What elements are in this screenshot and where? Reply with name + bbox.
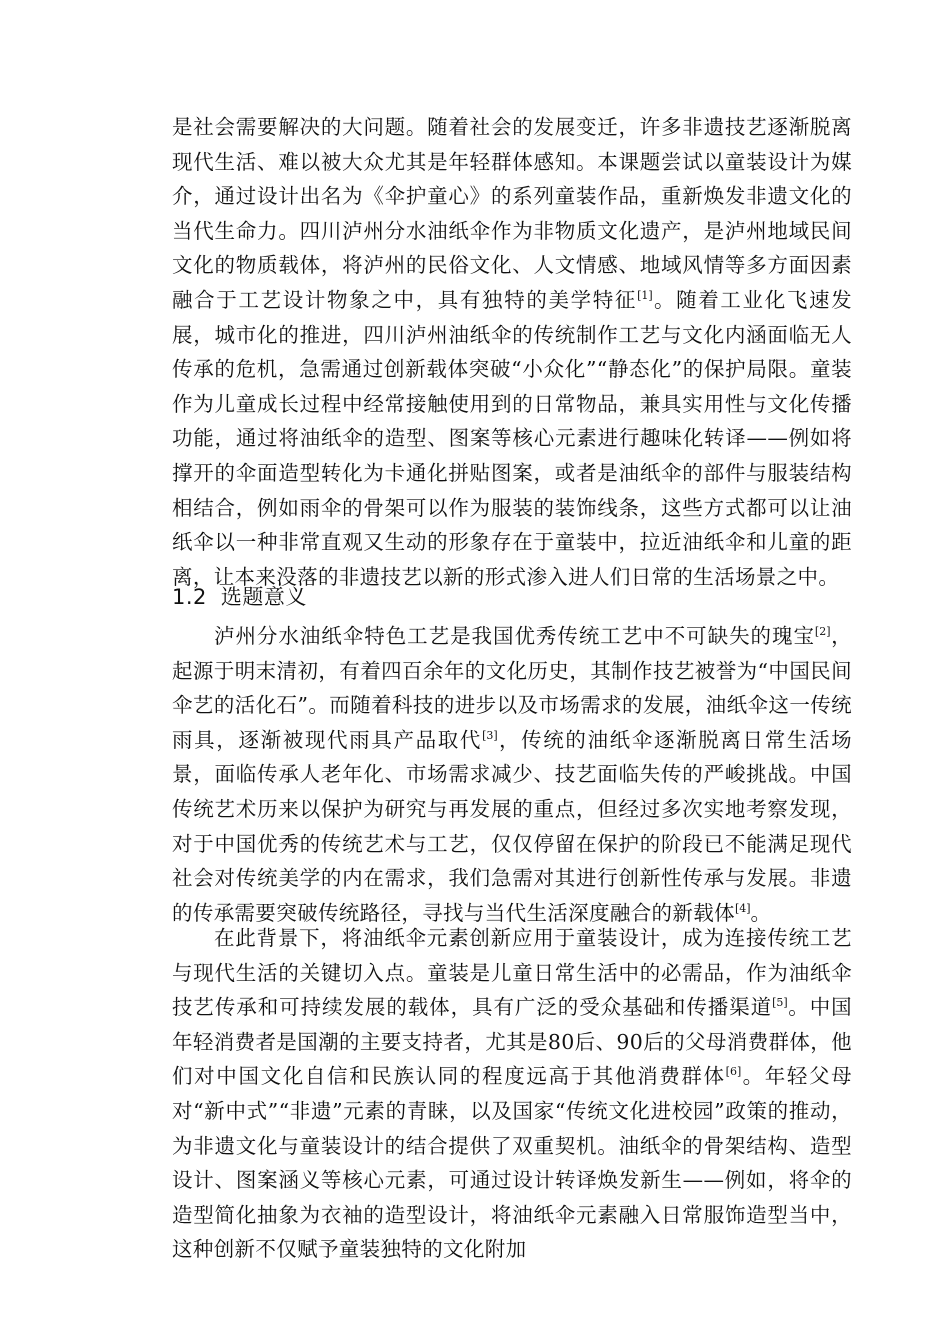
- paragraph-text: 。: [750, 900, 772, 925]
- paragraph-text: 。随着工业化飞速发展，城市化的推进，四川泸州油纸伞的传统制作工艺与文化内涵面临无人传承的危机，急需通过创新载体突破“小众化”“静态化”的保护局限。童装作为儿童成长过程中经常接触使用到的日常物品，兼具实用性与文化传播功能，通过将油纸伞的造型、图案等核心元素进行趣味化转译——例如将撑开的伞面造型转化为卡通化拼贴图案，或者是油纸伞的部件与服装结构相结合，例如雨伞的骨架可以作为服装的装饰线条，这些方式都可以让油纸伞以一种非常直观又生动的形象存在于童装中，拉近油纸伞和儿童的距离，让本来没落的非遗技艺以新的形式渗入进人们日常的生活场景之中。: [172, 287, 852, 589]
- paragraph-text: ，起源于明末清初，有着四百余年的文化历史，其制作技艺被誉为“中国民间伞艺的活化石”。而随着科技的进步以及市场需求的发展，油纸伞这一传统雨具，逐渐被现代雨具产品取代: [172, 624, 852, 752]
- section-number: 1.2: [172, 585, 207, 609]
- paragraph-text: 。中国年轻消费者是国潮的主要支持者，尤其是80后、90后的父母消费群体，他们对中国文化自信和民族认同的程度远高于其他消费群体: [172, 995, 852, 1089]
- section-heading: [172, 582, 307, 612]
- paragraph-text: 泸州分水油纸伞特色工艺是我国优秀传统工艺中不可缺失的瑰宝: [214, 624, 815, 648]
- paragraph-text: 。年轻父母对“新中式”“非遗”元素的青睐，以及国家“传统文化进校园”政策的推动，为非遗文化与童装设计的结合提供了双重契机。油纸伞的骨架结构、造型设计、图案涵义等核心元素，可通过设计转译焕发新生——例如，将伞的造型简化抽象为衣袖的造型设计，将油纸伞元素融入日常服饰造型当中，这种创新不仅赋予童装独特的文化附加: [172, 1064, 852, 1262]
- citation-ref-5: [5]: [772, 996, 788, 1010]
- paragraph-context: [172, 921, 852, 1267]
- paragraph-text: 是社会需要解决的大问题。随着社会的发展变迁，许多非遗技艺逐渐脱离现代生活、难以被大众尤其是年轻群体感知。本课题尝试以童装设计为媒介，通过设计出名为《伞护童心》的系列童装作品，重新焕发非遗文化的当代生命力。四川泸州分水油纸伞作为非物质文化遗产，是泸州地域民间文化的物质载体，将泸州的民俗文化、人文情感、地域风情等多方面因素融合于工艺设计物象之中，具有独特的美学特征: [172, 115, 852, 312]
- paragraph-text: ，传统的油纸伞逐渐脱离日常生活场景，面临传承人老年化、市场需求减少、技艺面临失传的严峻挑战。中国传统艺术历来以保护为研究与再发展的重点，但经过多次实地考察发现，对于中国优秀的传统艺术与工艺，仅仅停留在保护的阶段已不能满足现代社会对传统美学的内在需求，我们急需对其进行创新性传承与发展。非遗的传承需要突破传统路径，寻找与当代生活深度融合的新载体: [172, 727, 852, 925]
- paragraph-background-continued: [172, 110, 852, 594]
- citation-ref-3: [3]: [482, 728, 498, 742]
- citation-ref-6: [6]: [725, 1065, 742, 1079]
- paragraph-text: 在此背景下，将油纸伞元素创新应用于童装设计，成为连接传统工艺与现代生活的关键切入点。童装是儿童日常生活中的必需品，作为油纸伞技艺传承和可持续发展的载体，具有广泛的受众基础和传播渠道: [172, 926, 852, 1020]
- paragraph-significance: [172, 619, 852, 930]
- section-title: 选题意义: [220, 585, 307, 609]
- citation-ref-4: [4]: [734, 901, 751, 915]
- citation-ref-2: [2]: [814, 625, 831, 639]
- citation-ref-1: [1]: [637, 289, 653, 303]
